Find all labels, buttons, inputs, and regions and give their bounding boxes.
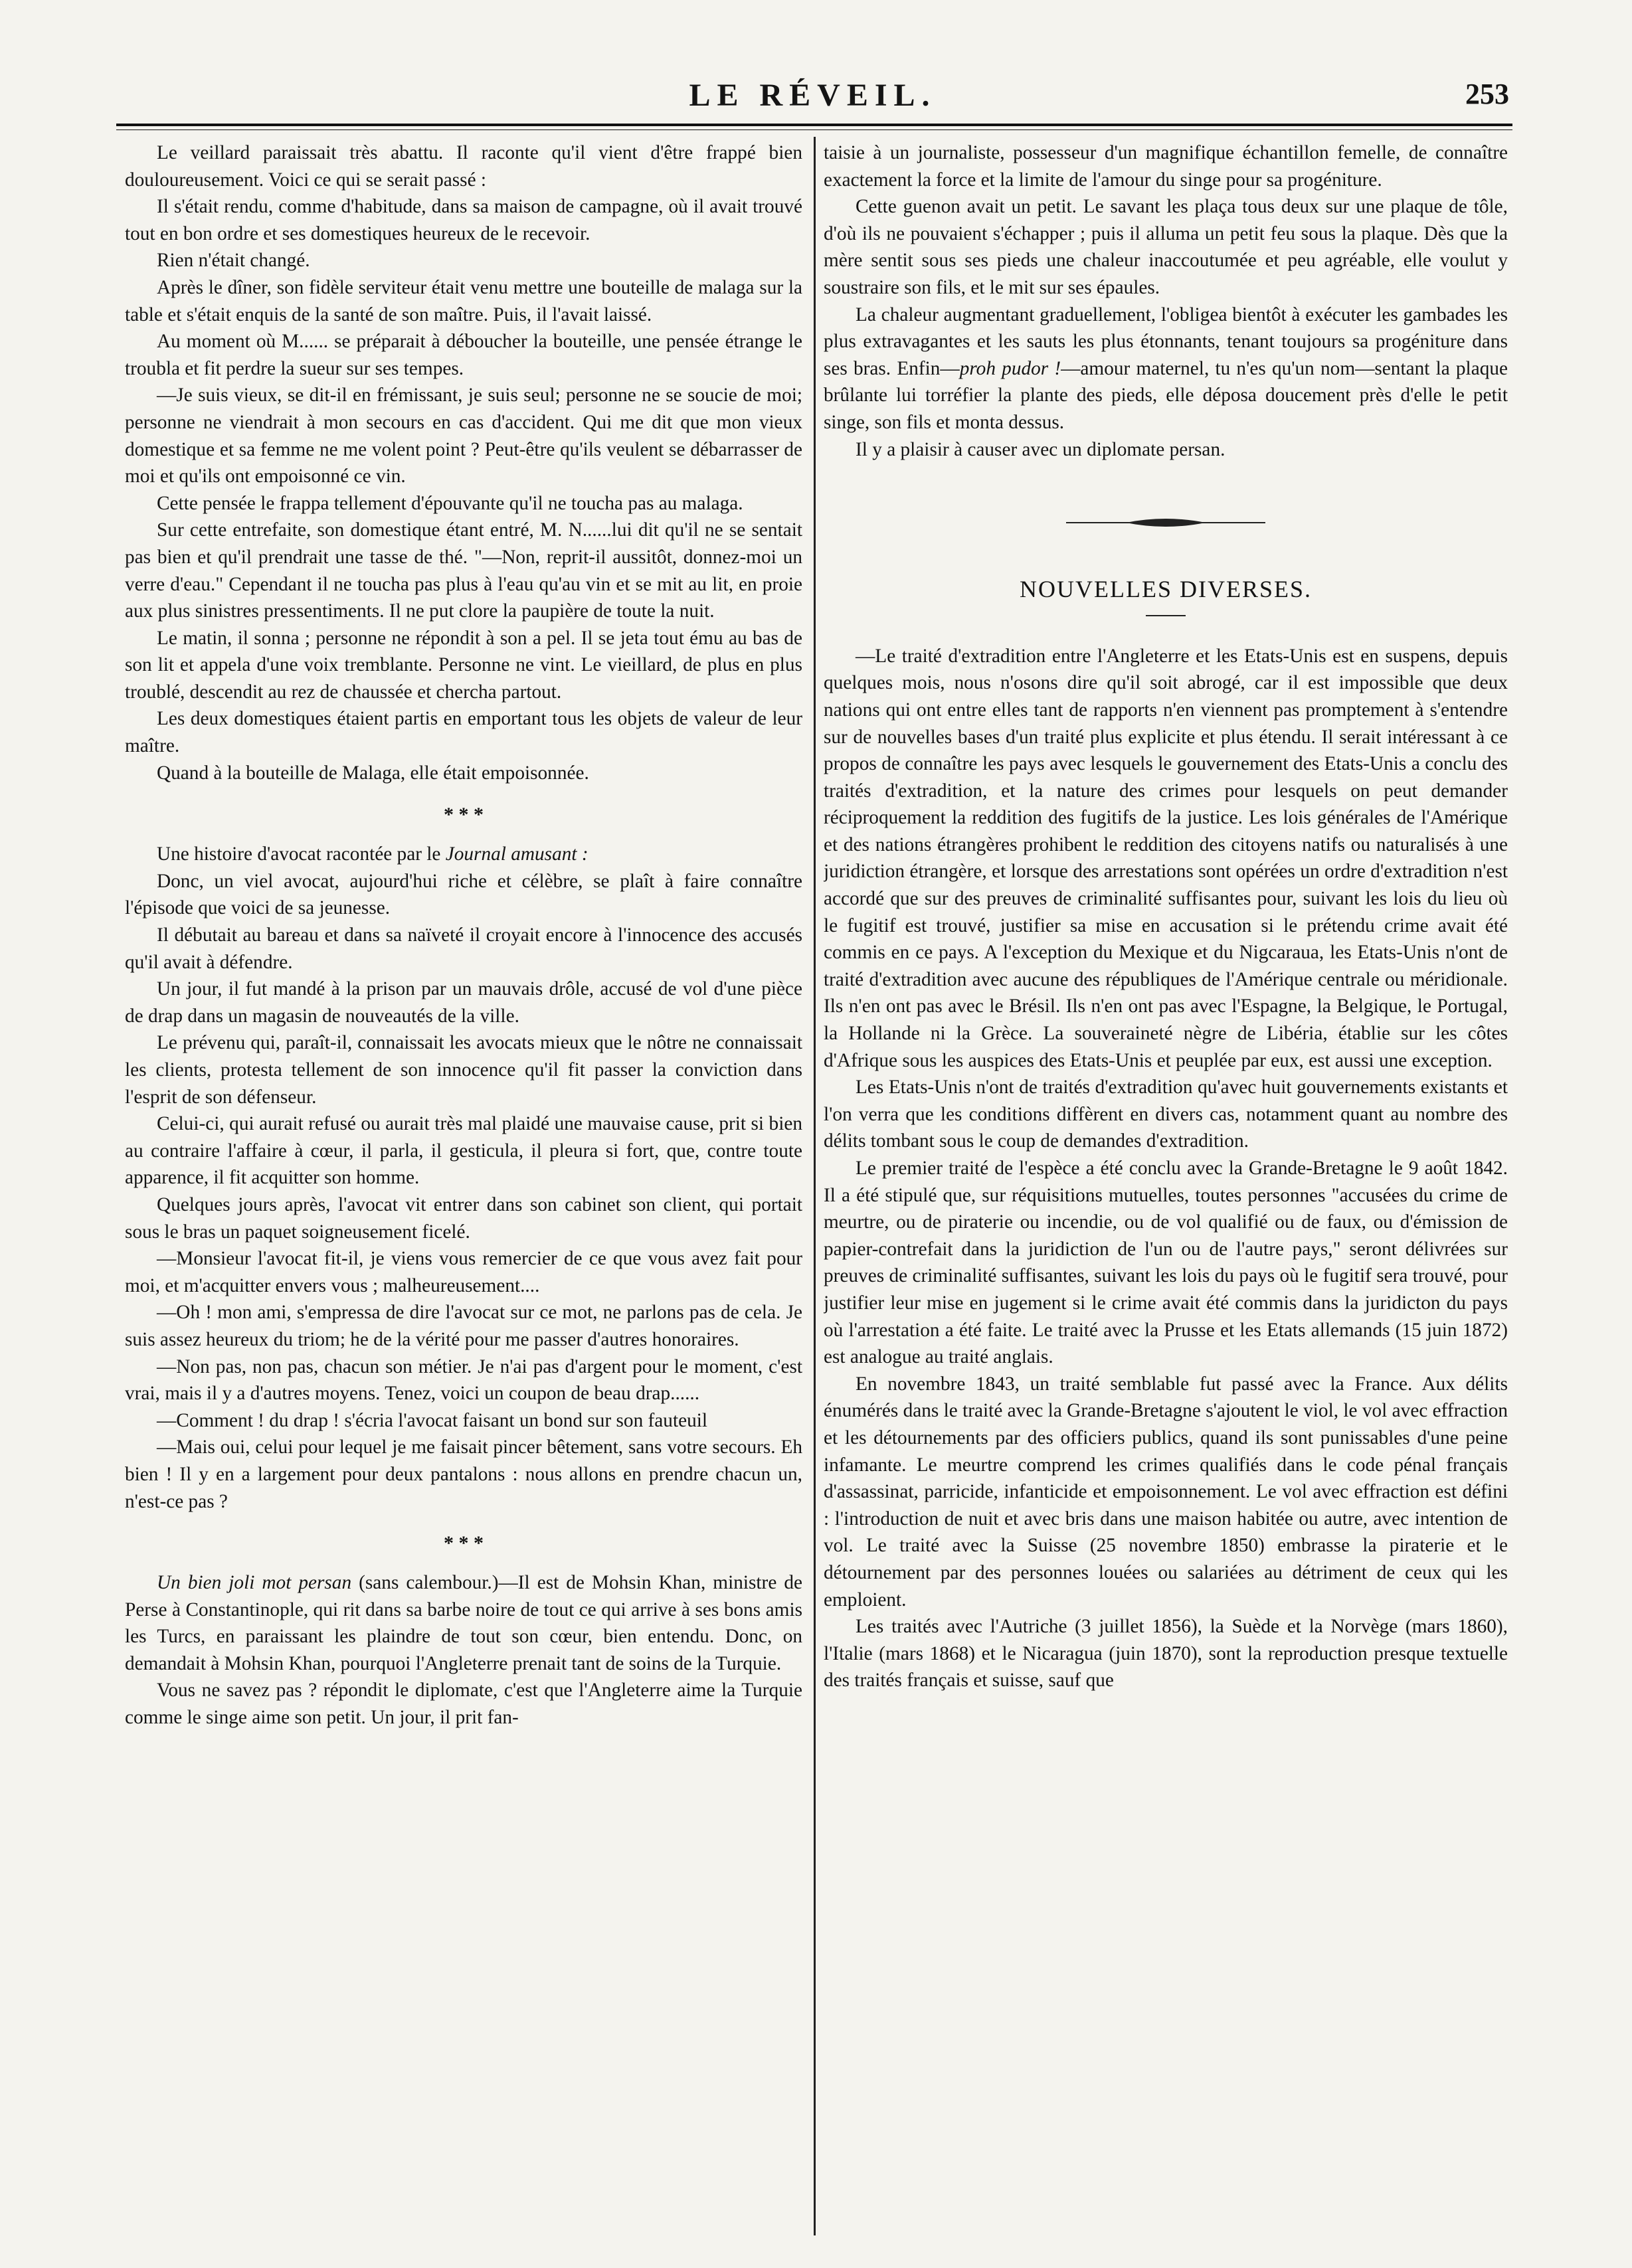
paragraph: Il y a plaisir à causer avec un diplomate persan. xyxy=(856,438,1225,460)
paragraph: Les Etats-Unis n'ont de traités d'extradition qu'avec huit gouvernements existants et l'on verra que les conditions diffèrent en divers cas, notamment quant au nombre des délits tombant sous le coup de demandes d'extradition. xyxy=(824,1077,1508,1152)
paragraph: Quand à la bouteille de Malaga, elle était empoisonnée. xyxy=(157,762,589,784)
paragraph: En novembre 1843, un traité semblable fut passé avec la France. Aux délits énumérés dans le traité avec la Grande-Bretagne s'ajoutent le viol, le vol avec effraction et les détournements par des officiers publics, quand ils sont punissables d'une peine infamante. Le meurtre comprend les crimes qualifiés dans le code pénal français d'assassinat, parricide, infanticide et empoisonnement. Le vol avec effraction est défini : l'introduction de nuit et avec bris dans une maison habitée ou autre, avec intention de vol. Le traité avec la Suisse (25 novembre 1850) embrasse la piraterie et le détournement par des personnes louées ou salariées au détriment de ceux qui les emploient. xyxy=(824,1373,1508,1611)
paragraph: —Monsieur l'avocat fit-il, je viens vous remercier de ce que vous avez fait pour moi, et m'acquitter envers vous ; malheureusement.... xyxy=(125,1248,802,1296)
article-heading: Un bien joli mot persan xyxy=(157,1572,352,1594)
paragraph: Après le dîner, son fidèle serviteur était venu mettre une bouteille de malaga sur la table et s'était enquis de la santé de son maître. Puis, il l'avait laissé. xyxy=(125,276,802,325)
left-column xyxy=(125,139,802,2225)
paragraph: Au moment où M...... se préparait à déboucher la bouteille, une pensée étrange le troubla et fit perdre la sueur sur ses tempes. xyxy=(125,331,802,379)
page-number: 253 xyxy=(1465,78,1509,110)
paragraph: Le prévenu qui, paraît-il, connaissait les avocats mieux que le nôtre ne connaissait les clients, protesta tellement de son innocence qu'il fit passer la conviction dans l'esprit de son défenseur. xyxy=(125,1032,802,1108)
paragraph: Cette guenon avait un petit. Le savant les plaça tous deux sur une plaque de tôle, d'où ils ne pouvaient s'échapper ; puis il alluma un petit feu sous la plaque. Dès que la mère sentit sous ses pieds une chaleur inaccoutumée et peu agréable, elle voulut y soustraire son fils, et le mit sur ses épaules. xyxy=(824,196,1508,298)
paragraph: Les deux domestiques étaient partis en emportant tous les objets de valeur de leur maître. xyxy=(125,708,802,757)
paragraph: —Comment ! du drap ! s'écria l'avocat faisant un bond sur son fauteuil xyxy=(157,1409,708,1431)
paragraph: Le matin, il sonna ; personne ne répondit à son a pel. Il se jeta tout ému au bas de son lit et appela d'une voix tremblante. Personne ne vint. Le vieillard, de plus en plus troublé, descendit au rez de chaussée et chercha partout. xyxy=(125,627,802,703)
paragraph: Vous ne savez pas ? répondit le diplomate, c'est que l'Angleterre aime la Turquie comme le singe aime son petit. Un jour, il prit fan- xyxy=(125,1680,802,1729)
paragraph xyxy=(125,841,802,868)
page-header xyxy=(116,72,1509,118)
paragraph: Les traités avec l'Autriche (3 juillet 1856), la Suède et la Norvège (mars 1860), l'Italie (mars 1868) et le Nicaragua (juin 1870), sont la reproduction presque textuelle des traités français et suisse, sauf que xyxy=(824,1616,1508,1692)
right-column xyxy=(824,139,1508,2225)
paragraph-text: —amour maternel, tu n'es qu'un nom—sentant la plaque brûlante lui torréfier la plante des pieds, elle déposa doucement près d'elle le petit singe, son fils et monta dessus. xyxy=(824,357,1508,433)
newspaper-title: LE RÉVEIL. xyxy=(689,78,937,113)
latin-phrase: proh pudor ! xyxy=(959,357,1061,379)
paragraph: —Mais oui, celui pour lequel je me faisait pincer bêtement, sans votre secours. Eh bien ! Il y en a largement pour deux pantalons : nous allons en prendre chacun un, n'est-ce pas ? xyxy=(125,1437,802,1512)
paragraph: Sur cette entrefaite, son domestique étant entré, M. N......lui dit qu'il ne se sentait pas bien et qu'il prendrait une tasse de thé. "—Non, reprit-il aussitôt, donnez-moi un verre d'eau." Cependant il ne toucha pas plus à l'eau qu'au vin et se mit au lit, en proie aux plus sinistres pressentiments. Il ne put clore la paupière de toute la nuit. xyxy=(125,519,802,622)
paragraph: Rien n'était changé. xyxy=(157,250,310,272)
paragraph: taisie à un journaliste, possesseur d'un magnifique échantillon femelle, de connaître exactement la force et la limite de l'amour du singe pour sa progéniture. xyxy=(824,142,1508,191)
paragraph-text: (sans calembour.)—Il est de Mohsin Khan, ministre de Perse à Constantinople, qui rit dans sa barbe noire de tout ce qui arrive à ses bons amis les Turcs, en paraissant les plaindre de tout son cœur, bien entendu. Donc, on demandait à Mohsin Khan, pourquoi l'Angleterre prenait tant de soins de la Turquie. xyxy=(125,1572,802,1674)
paragraph xyxy=(824,302,1508,436)
paragraph: Il s'était rendu, comme d'habitude, dans sa maison de campagne, où il avait trouvé tout en bon ordre et ses domestiques heureux de le recevoir. xyxy=(125,196,802,244)
paragraph: Quelques jours après, l'avocat vit entrer dans son cabinet son client, qui portait sous le bras un paquet soigneusement ficelé. xyxy=(125,1193,802,1243)
section-title: NOUVELLES DIVERSES. xyxy=(1020,576,1312,603)
paragraph: Il débutait au bareau et dans sa naïveté il croyait encore à l'innocence des accusés qu'il avait à défendre. xyxy=(125,924,802,973)
column-divider xyxy=(814,137,816,2235)
header-rule xyxy=(116,124,1512,130)
ornamental-divider xyxy=(1066,516,1265,529)
paragraph: —Non pas, non pas, chacun son métier. Je n'ai pas d'argent pour le moment, c'est vrai, mais il y a d'autres moyens. Tenez, voici un coupon de beau drap...... xyxy=(125,1355,802,1405)
section-separator-stars: * * * xyxy=(444,1532,484,1555)
section-separator-stars: * * * xyxy=(444,804,484,826)
paragraph: Le veillard paraissait très abattu. Il raconte qu'il vient d'être frappé bien douloureusement. Voici ce qui se serait passé : xyxy=(125,142,802,191)
paragraph: —Le traité d'extradition entre l'Angleterre et les Etats-Unis est en suspens, depuis quelques mois, nous n'osons dire qu'il soit abrogé, car il est impossible que deux nations qui ont entre elles tant de rapports n'en viennent pas promptement à s'entendre sur de nouvelles bases d'un traité plus explicite et plus étendu. Il serait intéressant à ce propos de connaître les pays avec lesquels le gouvernement des Etats-Unis a conclu des traités d'extradition, et la nature des crimes pour lesquels on peut demander réciproquement la reddition des fugitifs de la justice. Les lois générales de l'Amérique et des nations étrangères prohibent le reddition des citoyens natifs ou naturalisés à une juridiction étrangère, et lorsque des arrestations sont opérées un ordre d'extradition n'est accordé que sur des preuves de criminalité suffisantes pour, suivant les lois du lieu où le fugitif est trouvé, justifier sa mise en accusation si le prétendu crime avait été commis en ce pays. A l'exception du Mexique et du Nigcaraua, les Etats-Unis n'ont de traité d'extradition avec aucune des républiques de l'Amérique centrale ou méridionale. Ils n'en ont pas avec le Brésil. Ils n'en ont pas avec l'Espagne, la Belgique, le Portugal, la Hollande ni la Grèce. La souveraineté nègre de Libéria, établie sur les côtes d'Afrique sous les auspices des Etats-Unis et peuplée par eux, est aussi une exception. xyxy=(824,645,1508,1071)
paragraph: Donc, un viel avocat, aujourd'hui riche et célèbre, se plaît à faire connaître l'épisode que voici de sa jeunesse. xyxy=(125,870,802,919)
paragraph: Un jour, il fut mandé à la prison par un mauvais drôle, accusé de vol d'une pièce de drap dans un magasin de nouveautés de la ville. xyxy=(125,978,802,1027)
paragraph-text: Une histoire d'avocat racontée par le xyxy=(157,843,446,865)
paragraph: Le premier traité de l'espèce a été conclu avec la Grande-Bretagne le 9 août 1842. Il a été stipulé que, sur réquisitions mutuelles, toutes personnes "accusées du crime de meurtre, ou de piraterie ou incendie, ou de vol qualifié ou de faux, ou d'émission de papier-contrefait dans la juridiction de l'un ou de l'autre pays," seront délivrées sur preuves de criminalité suffisantes, suivant les lois du pays où le fugitif sera trouvé, pour justifier leur mise en jugement si le crime avait été commis dans la juridicton du pays où l'arrestation a été faite. Le traité avec la Prusse et les Etats allemands (15 juin 1872) est analogue au traité anglais. xyxy=(824,1158,1508,1368)
paragraph-text: La chaleur augmentant graduellement, l'obligea bientôt à exécuter les gambades les plus extravagantes et les sauts les plus étonnants, tenant toujours sa progéniture dans ses bras. Enfin— xyxy=(824,304,1508,379)
paragraph: —Je suis vieux, se dit-il en frémissant, je suis seul; personne ne se soucie de moi; personne ne viendrait à mon secours en cas d'accident. Qui me dit que mon vieux domestique et sa femme ne me volent point ? Peut-être qu'ils veulent se débarrasser de moi et qu'ils ont empoisonné ce vin. xyxy=(125,385,802,487)
paragraph: Cette pensée le frappa tellement d'épouvante qu'il ne toucha pas au malaga. xyxy=(157,492,743,514)
paragraph: —Oh ! mon ami, s'empressa de dire l'avocat sur ce mot, ne parlons pas de cela. Je suis assez heureux du triom; he de la vérité pour me passer d'autres honoraires. xyxy=(125,1302,802,1350)
paragraph: Celui-ci, qui aurait refusé ou aurait très mal plaidé une mauvaise cause, prit si bien au contraire l'affaire à cœur, il parla, il gesticula, il pleura si fort, que, contre toute apparence, il fit acquitter son homme. xyxy=(125,1113,802,1189)
title-rule xyxy=(1146,615,1186,616)
paragraph xyxy=(125,1569,802,1677)
publication-title: Journal amusant : xyxy=(445,843,589,865)
